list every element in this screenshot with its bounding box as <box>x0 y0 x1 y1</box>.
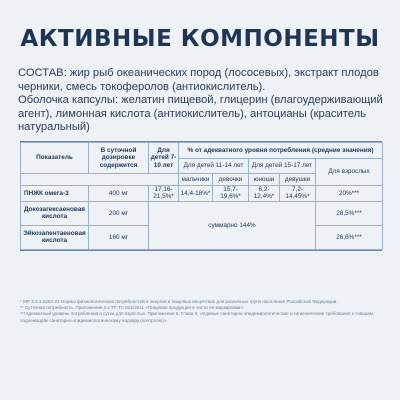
header-young-women: девушки <box>280 174 316 186</box>
composition-line: СОСТАВ: жир рыб океанических пород (лососевых), экстракт плодов черники, смесь токоферолов (антиокислитель). <box>18 67 379 93</box>
row-omega3-dose: 400 мг <box>89 186 149 202</box>
row-omega3-youths-15-17: 6,2-12,4%* <box>249 186 280 202</box>
header-youths: юноши <box>249 174 280 186</box>
capsule-shell-line: Оболочка капсулы: желатин пищевой, глицерин (влагоудерживающий агент), лимонная кислота (антиокислитель), антоцианы (краситель натуральный) <box>18 94 383 134</box>
footnote: ***Адекватный уровень потребления в сутки для взрослых. Приложение 5, Глава II, «Единые санитарно-эпидемиологические и гигиенические требования к товарам, подлежащим санитарно-эпидемиологическому надзору (контролю)». <box>20 311 375 323</box>
header-kids-15-17: Для детей 15-17 лет <box>249 159 316 174</box>
header-percent: % от адекватного уровня потребления (средние значения) <box>179 143 383 159</box>
row-omega3-adults: 20%*** <box>316 186 383 202</box>
header-girls: девочки <box>213 174 249 186</box>
merged-total: суммарно 144% <box>149 201 316 249</box>
row-epa-name: Эйкозапентаеновая кислота <box>21 225 89 249</box>
header-kids-7-10: Для детей 7-10 лет <box>149 143 179 174</box>
footnote: ** Суточная потребность. Приложение 2 к ТР ТС 022/2011 «Пищевая продукция в части ее маркировки». <box>20 305 245 311</box>
header-spacer <box>21 174 179 186</box>
row-omega3-girls-11-14: 15,7-19,6%* <box>213 186 249 202</box>
row-omega3-name: ПНЖК омега-3 <box>21 186 89 202</box>
row-omega3-kids-7-10: 17,16-21,5%* <box>149 186 179 202</box>
header-boys: мальчики <box>179 174 213 186</box>
header-adults: Для взрослых <box>316 159 383 186</box>
page-title: АКТИВНЫЕ КОМПОНЕНТЫ <box>20 26 380 52</box>
row-epa-adults: 26,6%*** <box>316 225 383 249</box>
header-kids-11-14: Для детей 11-14 лет <box>179 159 249 174</box>
footnotes <box>20 299 382 324</box>
row-dha-dose: 200 мг <box>89 201 149 225</box>
nutrition-table <box>20 142 383 250</box>
composition-text <box>18 67 386 135</box>
row-epa-dose: 160 мг <box>89 225 149 249</box>
header-daily-dose: В суточной дозировке содержится <box>89 143 149 174</box>
nutrition-table-wrapper <box>20 141 382 251</box>
row-dha-adults: 28,5%*** <box>316 201 383 225</box>
row-omega3-boys-11-14: 14,4-18%* <box>179 186 213 202</box>
row-omega3-girls-15-17: 7,2-14,45%* <box>280 186 316 202</box>
footnote: * МР 2.3.1.0253-21 Нормы физиологических потребностей в энергии и пищевых веществах для различных групп населения Российской Федерации. <box>20 299 338 304</box>
header-indicator: Показатель <box>21 143 89 174</box>
row-dha-name: Докозагексаеновая кислота <box>21 201 89 225</box>
